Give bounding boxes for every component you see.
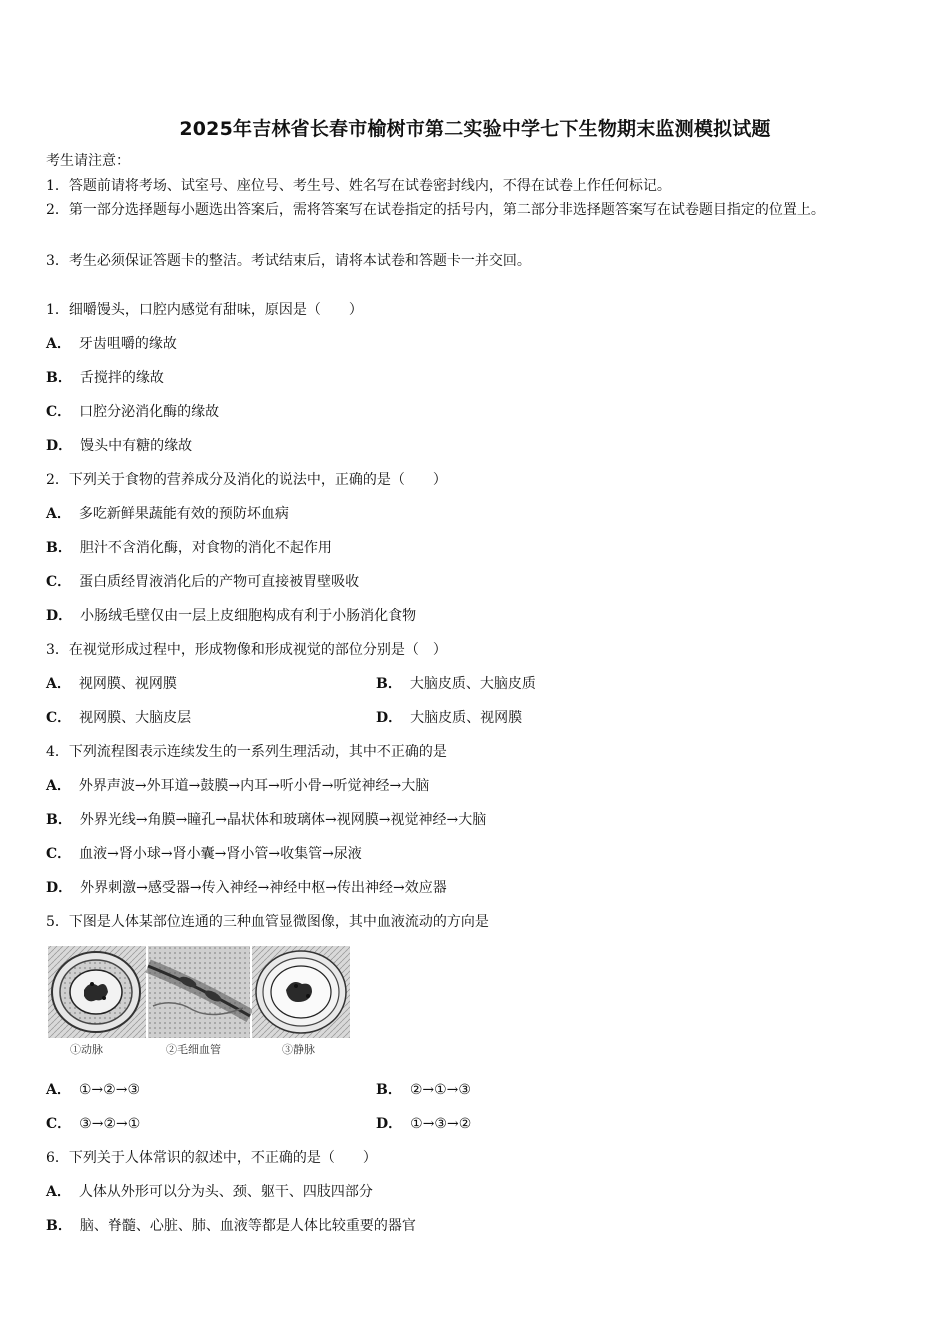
option-text: 多吃新鲜果蔬能有效的预防坏血病 (78, 506, 289, 522)
option-label: B． (46, 370, 72, 386)
option-label: C． (46, 574, 72, 590)
option-3d (376, 708, 522, 728)
option-label: B． (46, 540, 72, 556)
option-label: A． (46, 1082, 71, 1098)
option-2d (46, 606, 416, 626)
capillary-micrograph (148, 946, 250, 1038)
caption-vein: ③静脉 (282, 1043, 315, 1056)
question-stem-1: 1．细嚼馒头，口腔内感觉有甜味，原因是（ ） (46, 302, 363, 318)
question-stem-6: 6．下列关于人体常识的叙述中，不正确的是（ ） (46, 1150, 377, 1166)
option-text: 视网膜、大脑皮层 (79, 710, 192, 726)
option-6b (46, 1216, 416, 1236)
option-5b (376, 1080, 471, 1100)
notice-item-2: 2．第一部分选择题每小题选出答案后，需将答案写在试卷指定的括号内，第二部分非选择题答案写在试卷题目指定的位置上。 (46, 202, 825, 218)
option-text: 大脑皮质、视网膜 (410, 710, 523, 726)
option-label: B． (376, 676, 402, 692)
option-label: A． (46, 778, 71, 794)
artery-micrograph (48, 946, 146, 1038)
page-title: 2025年吉林省长春市榆树市第二实验中学七下生物期末监测模拟试题 (179, 118, 771, 140)
option-text: ①→②→③ (78, 1082, 140, 1098)
caption-capillary: ②毛细血管 (166, 1043, 221, 1056)
option-1a (46, 334, 177, 354)
option-1d (46, 436, 192, 456)
option-label: C． (46, 1116, 72, 1132)
option-text: ②→①→③ (409, 1082, 471, 1098)
option-4d (46, 878, 447, 898)
question-stem-3: 3．在视觉形成过程中，形成物像和形成视觉的部位分别是（ ） (46, 642, 447, 658)
option-3a (46, 674, 177, 694)
option-text: 脑、脊髓、心脏、肺、血液等都是人体比较重要的器官 (79, 1218, 416, 1234)
option-text: 牙齿咀嚼的缘故 (78, 336, 177, 352)
option-label: D． (376, 1116, 403, 1132)
option-text: 外界光线→角膜→瞳孔→晶状体和玻璃体→视网膜→视觉神经→大脑 (79, 812, 487, 828)
option-4b (46, 810, 486, 830)
option-3c (46, 708, 191, 728)
option-text: 外界声波→外耳道→鼓膜→内耳→听小骨→听觉神经→大脑 (78, 778, 430, 794)
question-stem-5: 5．下图是人体某部位连通的三种血管显微图像，其中血液流动的方向是 (46, 914, 489, 930)
option-text: 小肠绒毛壁仅由一层上皮细胞构成有利于小肠消化食物 (80, 608, 417, 624)
option-1c (46, 402, 219, 422)
option-text: 人体从外形可以分为头、颈、躯干、四肢四部分 (78, 1184, 373, 1200)
option-text: 口腔分泌消化酶的缘故 (79, 404, 220, 420)
notice-heading: 考生请注意： (46, 153, 130, 169)
option-2a (46, 504, 289, 524)
caption-artery: ①动脉 (70, 1043, 103, 1056)
option-text: 大脑皮质、大脑皮质 (409, 676, 536, 692)
question-stem-2: 2．下列关于食物的营养成分及消化的说法中，正确的是（ ） (46, 472, 447, 488)
question-stem-4: 4．下列流程图表示连续发生的一系列生理活动，其中不正确的是 (46, 744, 447, 760)
vein-micrograph (252, 946, 350, 1038)
option-label: A． (46, 676, 71, 692)
option-label: C． (46, 710, 72, 726)
blood-vessel-micrographs (48, 946, 350, 1062)
option-5a (46, 1080, 140, 1100)
option-6a (46, 1182, 373, 1202)
option-label: A． (46, 1184, 71, 1200)
option-label: D． (46, 438, 73, 454)
option-text: 视网膜、视网膜 (78, 676, 177, 692)
option-label: B． (46, 812, 72, 828)
option-label: D． (46, 608, 73, 624)
option-label: D． (46, 880, 73, 896)
option-3b (376, 674, 536, 694)
option-text: 血液→肾小球→肾小囊→肾小管→收集管→尿液 (79, 846, 362, 862)
option-1b (46, 368, 164, 388)
option-2b (46, 538, 332, 558)
notice-item-3: 3．考生必须保证答题卡的整洁。考试结束后，请将本试卷和答题卡一并交回。 (46, 253, 531, 269)
option-label: B． (376, 1082, 402, 1098)
option-text: 馒头中有糖的缘故 (80, 438, 193, 454)
option-label: A． (46, 336, 71, 352)
option-4a (46, 776, 429, 796)
option-text: 外界刺激→感受器→传入神经→神经中枢→传出神经→效应器 (80, 880, 447, 896)
option-label: A． (46, 506, 71, 522)
option-text: 胆汁不含消化酶，对食物的消化不起作用 (79, 540, 332, 556)
option-2c (46, 572, 359, 592)
option-5c (46, 1114, 140, 1134)
option-text: 蛋白质经胃液消化后的产物可直接被胃壁吸收 (79, 574, 360, 590)
notice-item-1: 1．答题前请将考场、试室号、座位号、考生号、姓名写在试卷密封线内，不得在试卷上作任何标记。 (46, 178, 671, 194)
option-5d (376, 1114, 471, 1134)
micrograph-image (48, 946, 350, 1038)
option-text: 舌搅拌的缘故 (79, 370, 164, 386)
option-label: B． (46, 1218, 72, 1234)
option-4c (46, 844, 362, 864)
option-text: ①→③→② (410, 1116, 472, 1132)
option-text: ③→②→① (79, 1116, 141, 1132)
option-label: D． (376, 710, 403, 726)
option-label: C． (46, 404, 72, 420)
option-label: C． (46, 846, 72, 862)
